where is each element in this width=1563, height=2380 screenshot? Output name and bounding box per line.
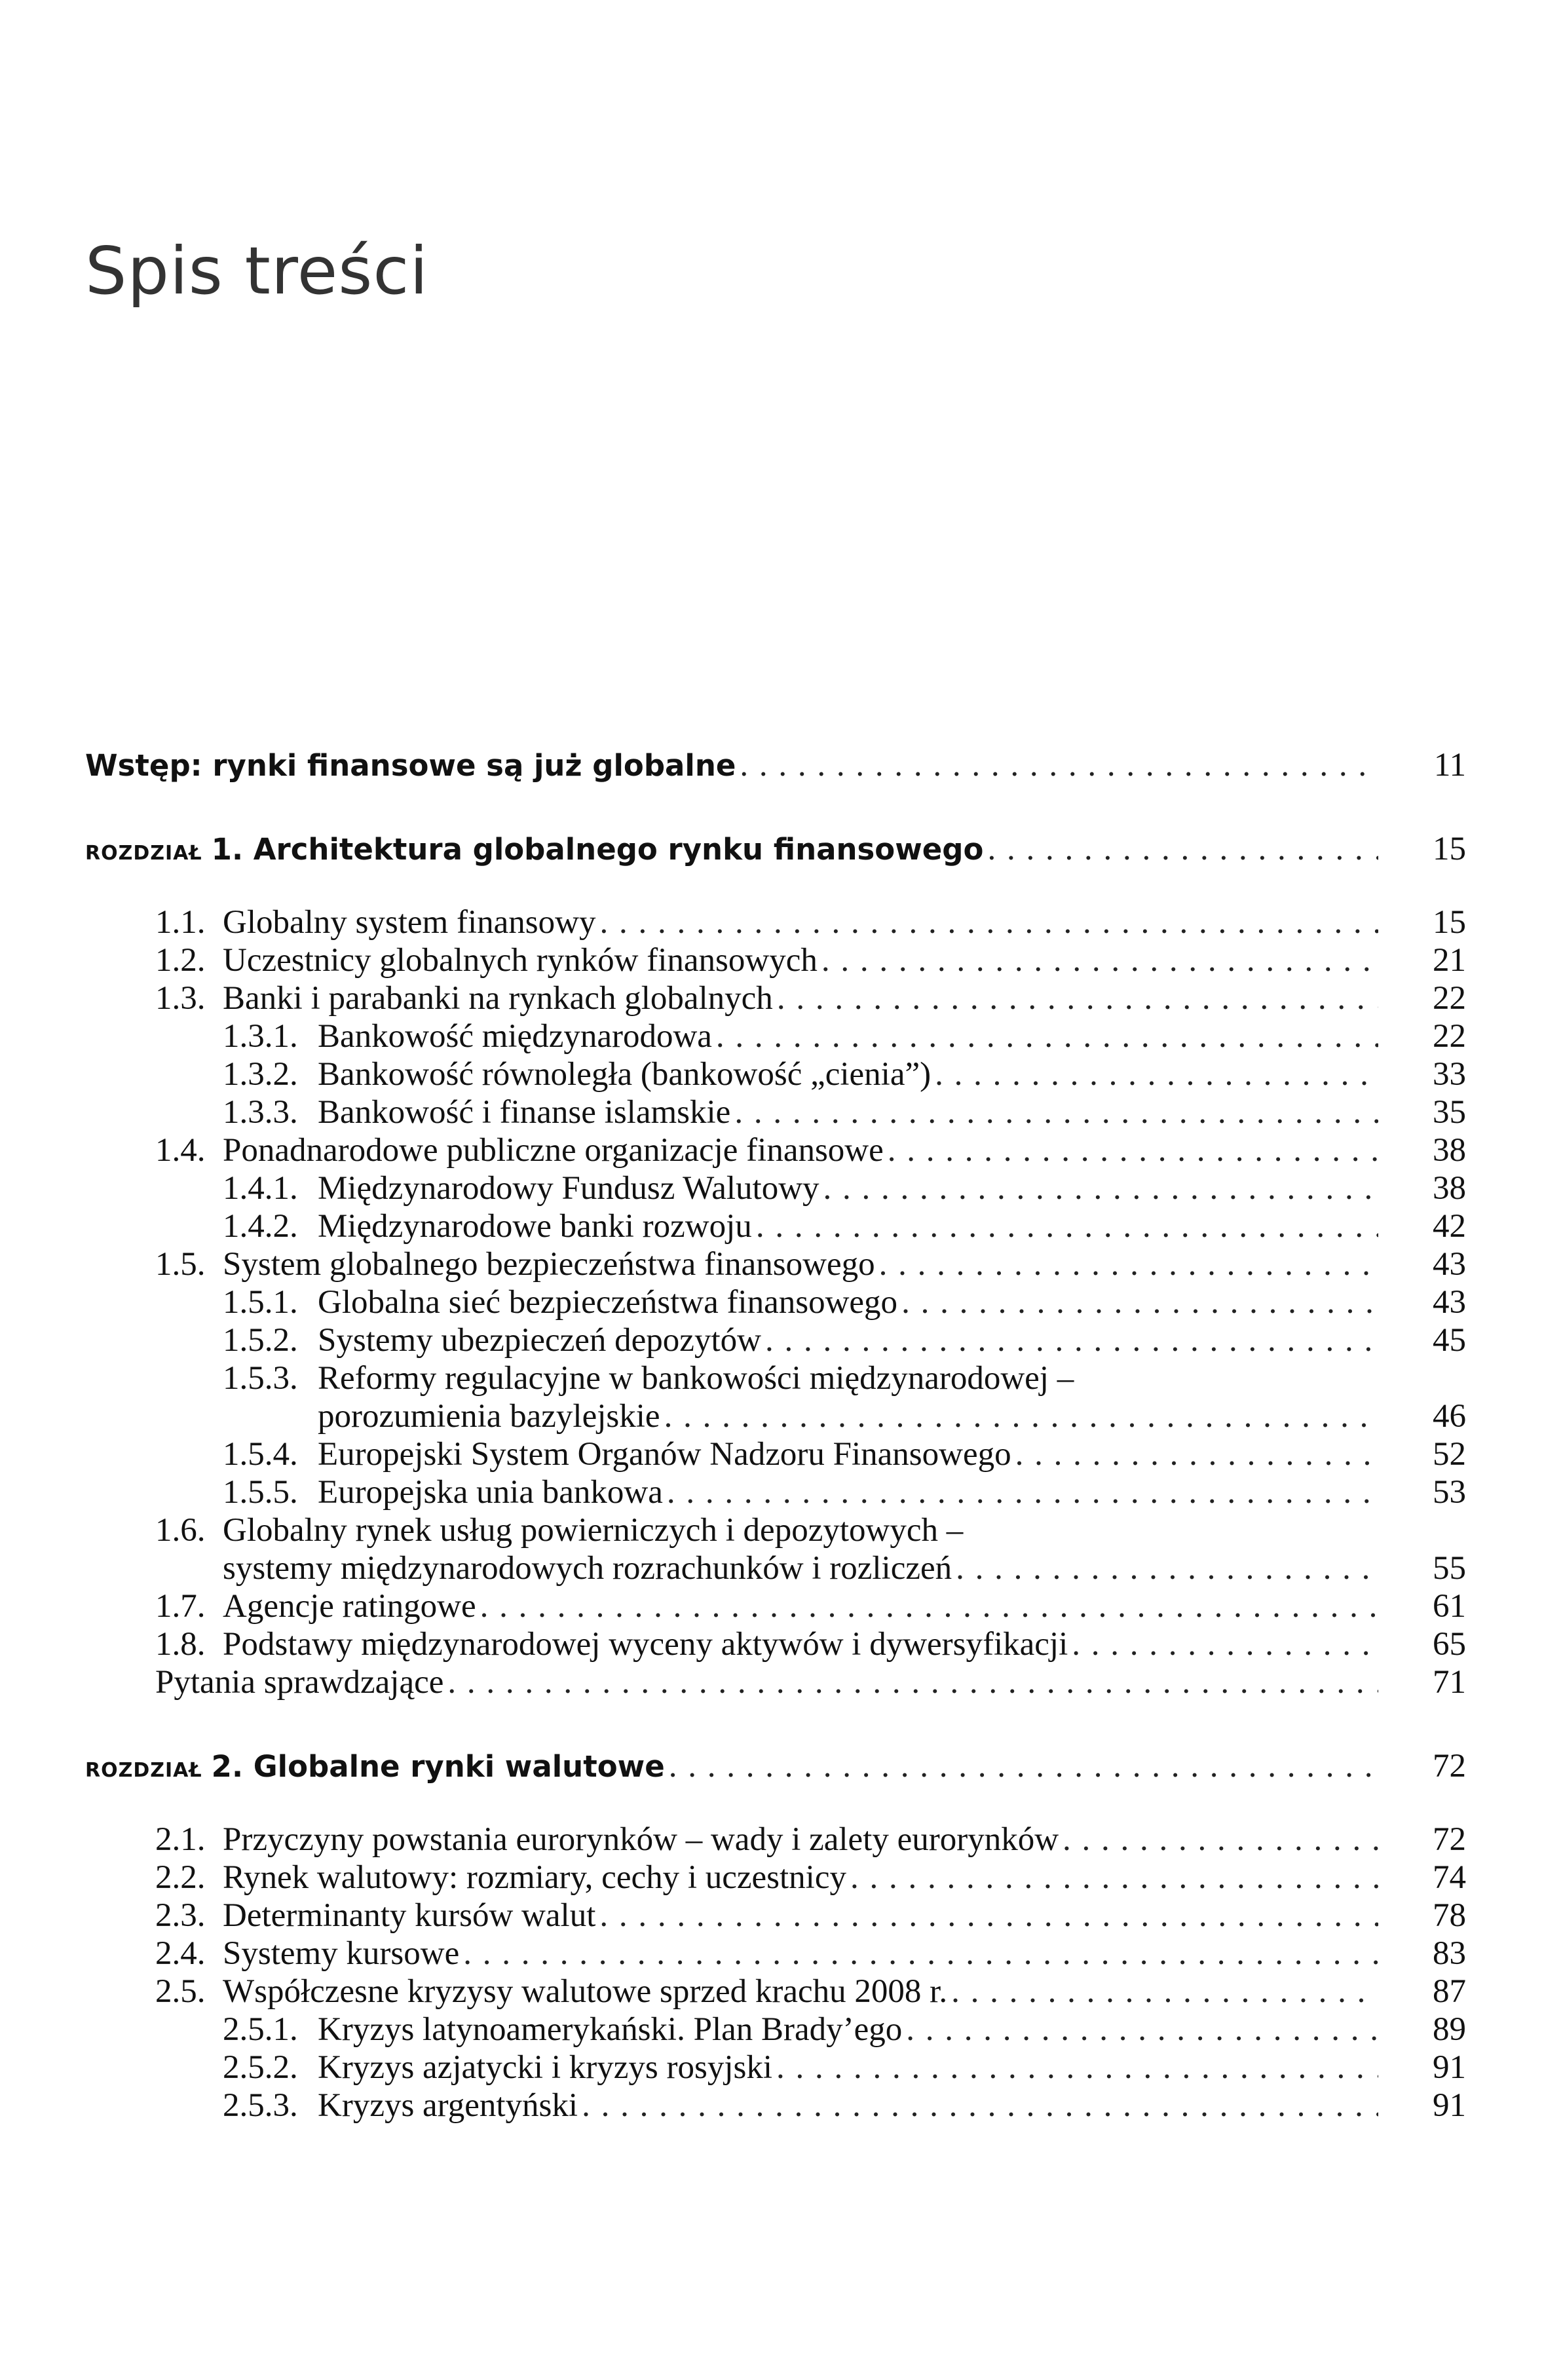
toc-entry-label: Uczestnicy globalnych rynków finansowych — [223, 942, 818, 979]
toc-entry-label: Kryzys argentyński — [318, 2087, 578, 2124]
toc-entry-label: Podstawy międzynarodowej wyceny aktywów i dywersyfikacji — [223, 1626, 1068, 1663]
toc-entry-number: 2.5.3. — [223, 2087, 298, 2124]
toc-entry-questions[interactable] — [0, 1659, 1563, 1706]
toc-entry-number: 1.4.2. — [223, 1208, 298, 1245]
toc-chapter-2[interactable] — [0, 1743, 1563, 1790]
toc-entry-number: 1.3. — [155, 980, 206, 1017]
toc-page-number: 11 — [1433, 747, 1466, 784]
toc-page-number: 22 — [1433, 980, 1466, 1017]
toc-entry-number: 1.8. — [155, 1626, 206, 1663]
dot-leader — [447, 1659, 1378, 1706]
toc-entry-label: Banki i parabanki na rynkach globalnych — [223, 980, 773, 1017]
toc-entry-label: Systemy kursowe — [223, 1935, 460, 1972]
toc-entry-number: 1.5.5. — [223, 1474, 298, 1511]
toc-entry-label: Europejska unia bankowa — [318, 1474, 663, 1511]
toc-entry-number: 1.5.4. — [223, 1436, 298, 1473]
toc-page-number: 21 — [1433, 942, 1466, 979]
toc-page-number: 53 — [1433, 1474, 1466, 1511]
toc-page-number: 15 — [1433, 904, 1466, 941]
toc-entry-number: 1.2. — [155, 942, 206, 979]
toc-entry-label: Agencje ratingowe — [223, 1588, 476, 1625]
toc-entry-number: 1.6. — [155, 1512, 206, 1549]
toc-entry-number: 2.3. — [155, 1897, 206, 1934]
dot-leader — [669, 1743, 1378, 1790]
toc-entry-label: System globalnego bezpieczeństwa finansowego — [223, 1246, 875, 1283]
toc-entry-label: Międzynarodowe banki rozwoju — [318, 1208, 752, 1245]
toc-entry-intro[interactable] — [0, 742, 1563, 789]
toc-entry-label: Kryzys latynoamerykański. Plan Brady’ego — [318, 2011, 903, 2048]
toc-chapter-label: 2. Globalne rynki walutowe — [211, 1749, 665, 1784]
toc-entry-label: Pytania sprawdzające — [155, 1664, 444, 1701]
toc-entry-number: 2.4. — [155, 1935, 206, 1972]
toc-entry-label: Bankowość i finanse islamskie — [318, 1094, 731, 1131]
toc-page-number: 74 — [1433, 1859, 1466, 1896]
dot-leader — [582, 2082, 1378, 2129]
toc-page-number: 46 — [1433, 1398, 1466, 1435]
toc-entry-number: 1.3.2. — [223, 1056, 298, 1093]
toc-entry-number: 2.2. — [155, 1859, 206, 1896]
toc-page-number: 22 — [1433, 1018, 1466, 1055]
toc-entry-label: Globalny system finansowy — [223, 904, 596, 941]
toc-entry-label: Europejski System Organów Nadzoru Finansowego — [318, 1436, 1011, 1473]
toc-page-number: 78 — [1433, 1897, 1466, 1934]
toc-entry-number: 2.5.2. — [223, 2049, 298, 2086]
toc-entry-number: 1.1. — [155, 904, 206, 941]
toc-entry-number: 1.4. — [155, 1132, 206, 1169]
toc-page-number: 87 — [1433, 1973, 1466, 2010]
toc-page-number: 15 — [1433, 831, 1466, 867]
toc-page-number: 61 — [1433, 1588, 1466, 1625]
toc-page-number: 35 — [1433, 1094, 1466, 1131]
dot-leader — [740, 742, 1378, 789]
toc-page-number: 55 — [1433, 1550, 1466, 1587]
toc-entry-label: Reformy regulacyjne w bankowości międzynarodowej – — [318, 1360, 1074, 1397]
toc-page-number: 33 — [1433, 1056, 1466, 1093]
toc-entry-label: Międzynarodowy Fundusz Walutowy — [318, 1170, 819, 1207]
toc-page-number: 65 — [1433, 1626, 1466, 1663]
toc-entry-label: Ponadnarodowe publiczne organizacje finansowe — [223, 1132, 884, 1169]
toc-chapter-label: 1. Architektura globalnego rynku finansowego — [211, 832, 984, 867]
toc-page-number: 38 — [1433, 1170, 1466, 1207]
toc-entry-label: Globalna sieć bezpieczeństwa finansowego — [318, 1284, 898, 1321]
toc-entry-number: 1.3.3. — [223, 1094, 298, 1131]
toc-entry-number: 1.5. — [155, 1246, 206, 1283]
toc-page-number: 52 — [1433, 1436, 1466, 1473]
toc-page-number: 43 — [1433, 1284, 1466, 1321]
toc-entry-number: 2.5. — [155, 1973, 206, 2010]
toc-entry-label: Determinanty kursów walut — [223, 1897, 596, 1934]
toc-entry-label: Rynek walutowy: rozmiary, cechy i uczestnicy — [223, 1859, 846, 1896]
toc-entry-label: Systemy ubezpieczeń depozytów — [318, 1322, 761, 1359]
toc-entry-label: Kryzys azjatycki i kryzys rosyjski — [318, 2049, 773, 2086]
toc-entry-label: porozumienia bazylejskie — [318, 1398, 660, 1435]
toc-entry-number: 1.5.2. — [223, 1322, 298, 1359]
toc-page-number: 72 — [1433, 1748, 1466, 1785]
toc-entry-label: Współczesne kryzysy walutowe sprzed krachu 2008 r. — [223, 1973, 948, 2010]
toc-page-number: 89 — [1433, 2011, 1466, 2048]
toc-entry-number: 1.5.3. — [223, 1360, 298, 1397]
chapter-word: ROZDZIAŁ — [85, 1759, 202, 1782]
toc-entry-label: Globalny rynek usług powierniczych i depozytowych – — [223, 1512, 964, 1549]
toc-entry-number: 1.5.1. — [223, 1284, 298, 1321]
toc-entry-number: 1.3.1. — [223, 1018, 298, 1055]
toc-entry-number: 1.7. — [155, 1588, 206, 1625]
dot-leader — [987, 825, 1378, 873]
toc-entry[interactable] — [0, 2082, 1563, 2129]
toc-page-number: 38 — [1433, 1132, 1466, 1169]
toc-entry-number: 2.5.1. — [223, 2011, 298, 2048]
toc-entry-number: 2.1. — [155, 1821, 206, 1858]
toc-page-number: 71 — [1433, 1664, 1466, 1701]
chapter-word: ROZDZIAŁ — [85, 842, 202, 865]
toc-entry-number: 1.4.1. — [223, 1170, 298, 1207]
toc-page-number: 43 — [1433, 1246, 1466, 1283]
toc-entry-label: Przyczyny powstania eurorynków – wady i zalety eurorynków — [223, 1821, 1059, 1858]
page-title: Spis treści — [85, 233, 429, 309]
toc-page-number: 83 — [1433, 1935, 1466, 1972]
toc-entry-label: Bankowość międzynarodowa — [318, 1018, 712, 1055]
toc-chapter-1[interactable] — [0, 825, 1563, 873]
toc-page-number: 91 — [1433, 2087, 1466, 2124]
toc-page-number: 42 — [1433, 1208, 1466, 1245]
toc-page-number: 72 — [1433, 1821, 1466, 1858]
toc-entry-label: systemy międzynarodowych rozrachunków i rozliczeń — [223, 1550, 952, 1587]
toc-page-number: 45 — [1433, 1322, 1466, 1359]
toc-entry-label: Wstęp: rynki finansowe są już globalne — [85, 748, 736, 783]
toc-entry-label: Bankowość równoległa (bankowość „cienia”) — [318, 1056, 932, 1093]
toc-page-number: 91 — [1433, 2049, 1466, 2086]
